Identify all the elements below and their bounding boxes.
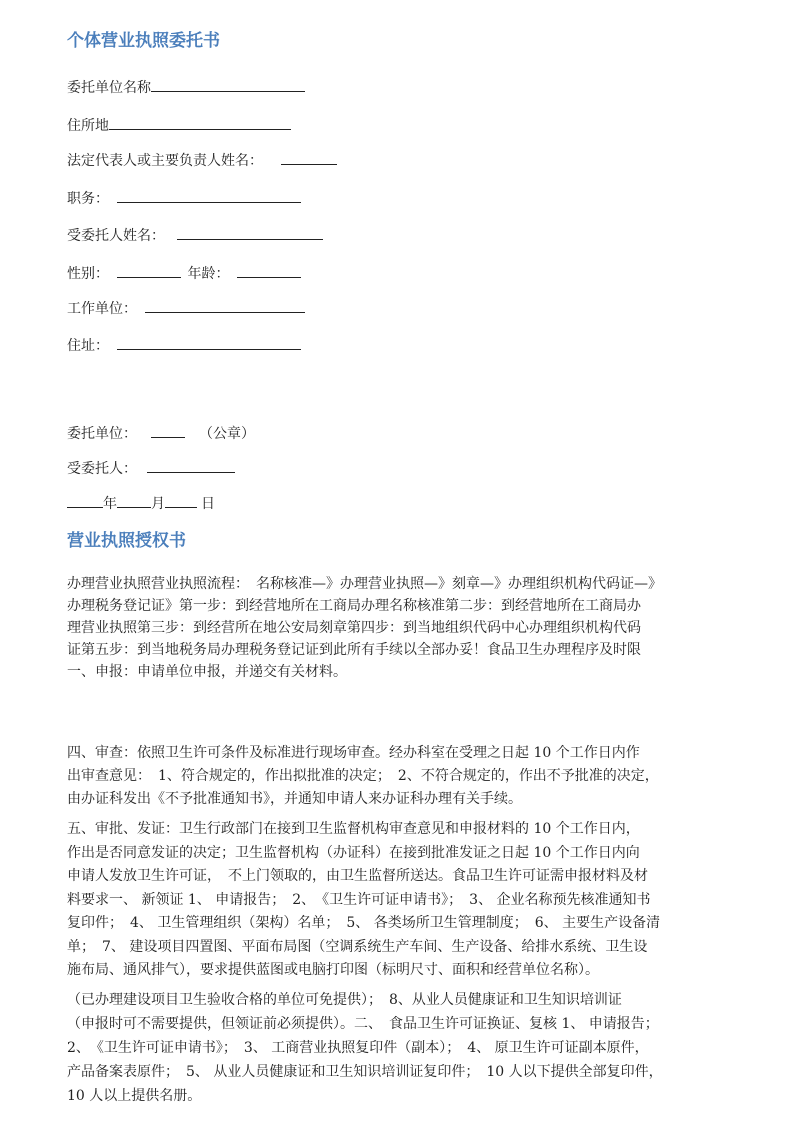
field-residence-label: 住所地 [67, 118, 109, 134]
text-line: 料要求一、 新领证 1、 申请报告； 2、 《卫生许可证申请书》； 3、 企业名称预先核准通知书 [67, 891, 651, 908]
text-line: 办理营业执照营业执照流程： 名称核准—》办理营业执照—》刻章—》办理组织机构代码证—》 [67, 576, 662, 592]
field-address [67, 335, 301, 355]
blank-line [177, 225, 323, 240]
signature-entrusting-unit [67, 423, 255, 443]
field-unit-name-label: 委托单位名称 [67, 80, 151, 96]
blank-line [117, 335, 301, 350]
field-gender-age [67, 263, 301, 283]
paragraph-review [67, 742, 743, 811]
field-legal-rep-label: 法定代表人或主要负责人姓名： [67, 153, 263, 169]
text-line: 单； 7、 建设项目四置图、平面布局图（空调系统生产车间、生产设备、给排水系统、卫生设 [67, 938, 648, 955]
blank-line [117, 263, 181, 278]
text-line: 产品备案表原件； 5、 从业人员健康证和卫生知识培训证复印件； 10 人以下提供全部复印件， [67, 1064, 663, 1080]
field-unit-name [67, 77, 305, 97]
text-line: 四、审查：依照卫生许可条件及标准进行现场审查。经办科室在受理之日起 10 个工作日内作 [67, 745, 640, 761]
blank-line [67, 493, 103, 508]
field-agent-name [67, 225, 323, 245]
blank-line [145, 298, 305, 313]
text-line: 复印件； 4、 卫生管理组织（架构）名单； 5、 各类场所卫生管理制度； 6、 主要生产设备清 [67, 915, 661, 931]
field-residence [67, 115, 291, 135]
field-address-label: 住址： [67, 338, 109, 354]
text-line: （申报时可不需要提供，但领证前必须提供）。二、 食品卫生许可证换证、复核 1、 申请报告； [67, 1016, 659, 1032]
text-line: 理营业执照第三步：到经营所在地公安局刻章第四步：到当地组织代码中心办理组织机构代码 [67, 620, 641, 636]
field-work-unit-label: 工作单位： [67, 301, 137, 317]
field-age-label: 年龄： [187, 266, 230, 282]
blank-line [147, 458, 235, 473]
text-line: （已办理建设项目卫生验收合格的单位可免提供）； 8、从业人员健康证和卫生知识培训证 [67, 992, 622, 1008]
signature-agent [67, 458, 235, 478]
text-line: 五、审批、发证：卫生行政部门在接到卫生监督机构审查意见和申报材料的 10 个工作日内， [67, 821, 640, 837]
blank-line [281, 150, 337, 165]
text-line: 作出是否同意发证的决定；卫生监督机构（办证科）在接到批准发证之日起 10 个工作日内向 [67, 844, 640, 861]
text-line: 证第五步：到当地税务局办理税务登记证到此所有手续以全部办妥！食品卫生办理程序及时限 [67, 642, 641, 658]
blank-line [109, 115, 291, 130]
text-line: 由办证科发出《不予批准通知书》，并通知申请人来办证科办理有关手续。 [67, 791, 522, 807]
seal-note: （公章） [199, 426, 255, 442]
field-position [67, 188, 301, 208]
field-legal-rep [67, 150, 337, 170]
year-label: 年 [103, 496, 117, 512]
blank-line [165, 493, 197, 508]
entrusting-unit-label: 委托单位： [67, 426, 137, 442]
signature-date [67, 493, 215, 513]
field-gender-label: 性别： [67, 266, 109, 282]
blank-line [151, 423, 185, 438]
text-line: 申请人发放卫生许可证， 不上门领取的，由卫生监督所送达。食品卫生许可证需申报材料及材 [67, 868, 648, 884]
blank-line [237, 263, 301, 278]
text-line: 2、 《卫生许可证申请书》； 3、 工商营业执照复印件（副本）； 4、 原卫生许可证副本原件， [67, 1040, 649, 1056]
blank-line [117, 188, 301, 203]
paragraph-renewal [67, 988, 743, 1108]
agent-label: 受委托人： [67, 461, 137, 477]
text-line: 一、申报：申请单位申报，并递交有关材料。 [67, 664, 347, 680]
field-position-label: 职务： [67, 191, 109, 207]
blank-line [117, 493, 151, 508]
text-line: 施布局、通风排气），要求提供蓝图或电脑打印图（标明尺寸、面积和经营单位名称）。 [67, 962, 599, 978]
blank-line [151, 77, 305, 92]
text-line: 10 人以上提供名册。 [67, 1088, 202, 1104]
day-label: 日 [201, 496, 215, 512]
paragraph-process [67, 573, 743, 683]
auth-title: 营业执照授权书 [67, 531, 186, 551]
field-work-unit [67, 298, 305, 318]
field-agent-name-label: 受委托人姓名： [67, 228, 165, 244]
entrust-title: 个体营业执照委托书 [67, 31, 220, 51]
text-line: 办理税务登记证》第一步：到经营地所在工商局办理名称核准第二步：到经营地所在工商局办 [67, 598, 641, 614]
text-line: 出审查意见： 1、符合规定的，作出拟批准的决定； 2、不符合规定的，作出不予批准的决定， [67, 768, 659, 784]
paragraph-approval [67, 818, 743, 983]
month-label: 月 [151, 496, 165, 512]
